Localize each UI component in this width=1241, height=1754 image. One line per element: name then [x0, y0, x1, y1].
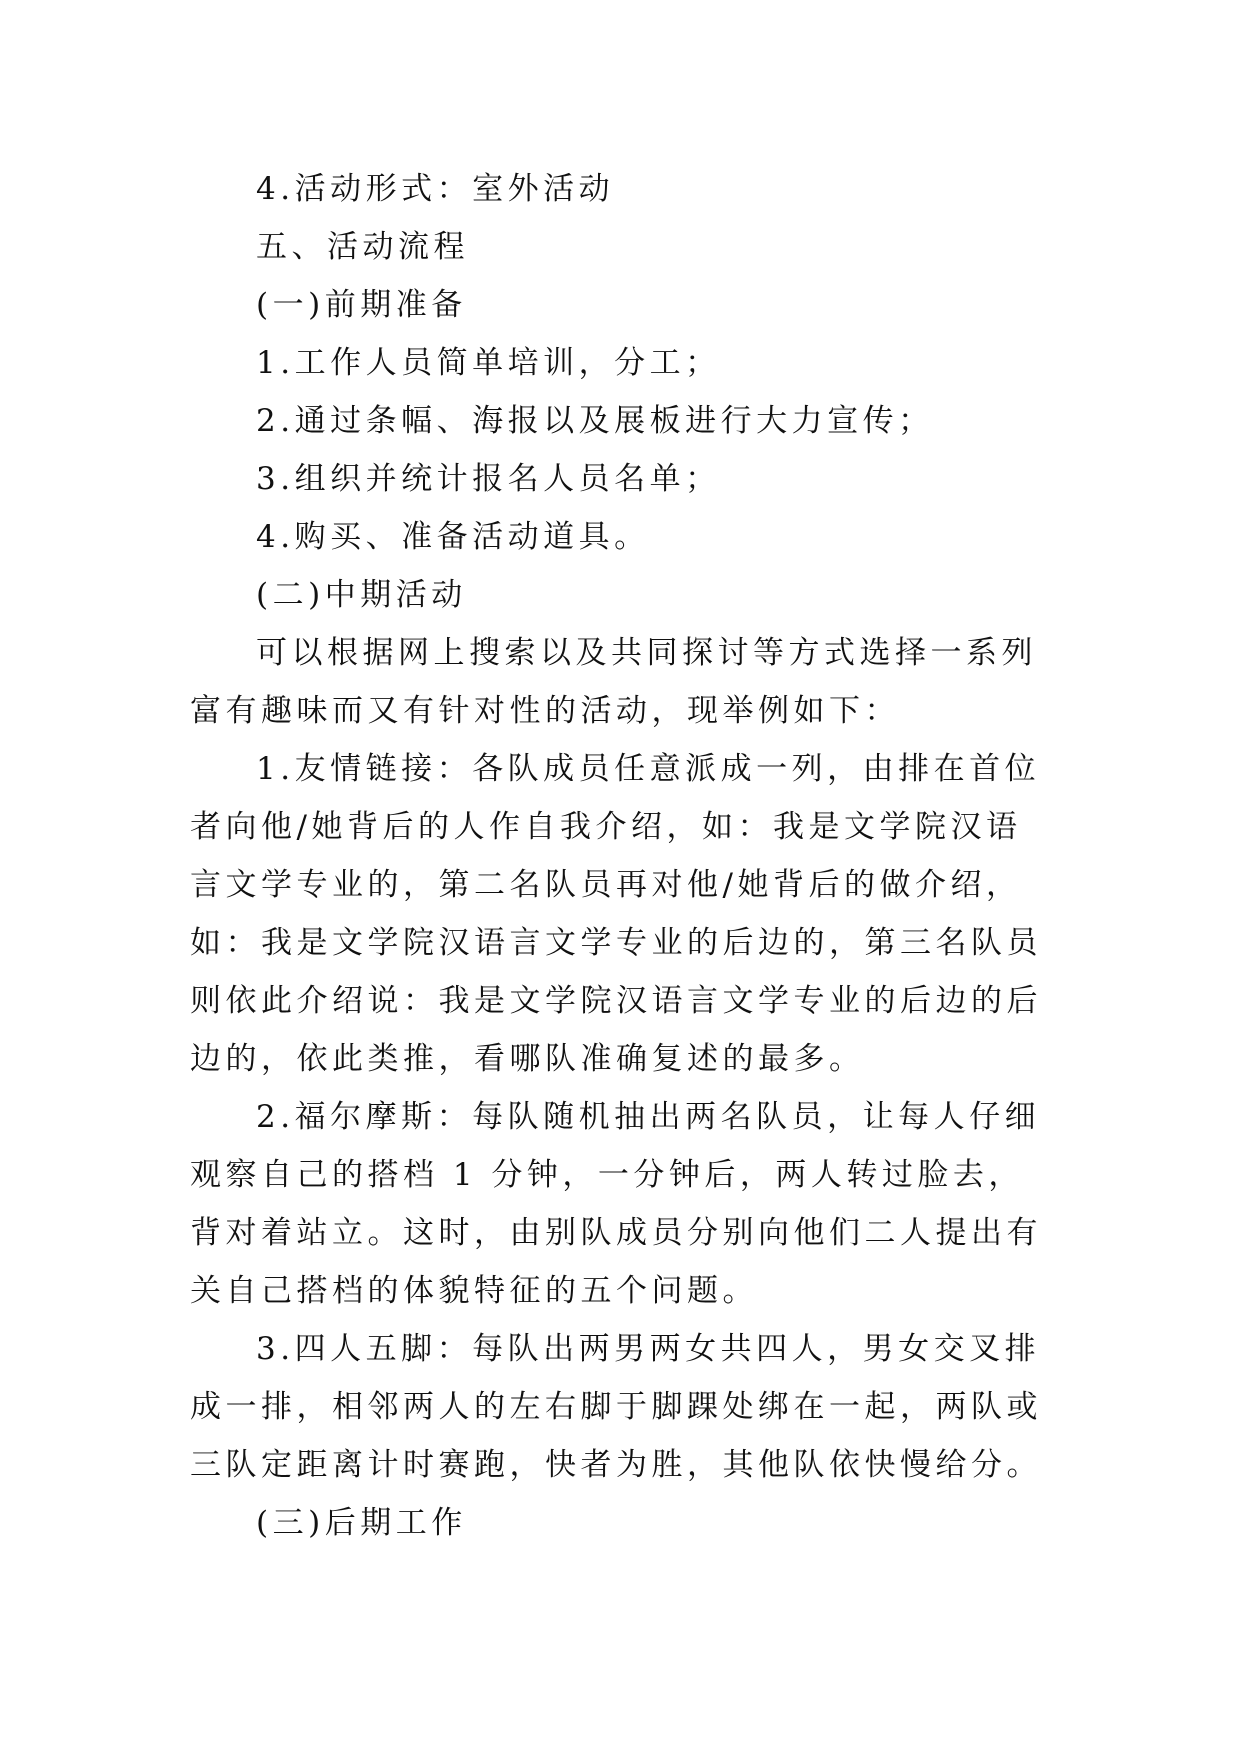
subheading-preparation: (一)前期准备 — [256, 287, 467, 323]
subheading-mid-activities: (二)中期活动 — [256, 577, 467, 613]
list-item-registration: 3.组织并统计报名人员名单； — [256, 461, 721, 497]
paragraph-activity-form: 4.活动形式：室外活动 — [256, 171, 615, 207]
list-item-training: 1.工作人员简单培训，分工； — [256, 345, 721, 381]
paragraph-four-person-race: 3.四人五脚：每队出两男两女共四人，男女交叉排成一排，相邻两人的左右脚于脚踝处绑在一起，两队或三队定距离计时赛跑，快者为胜，其他队依快慢给分。 — [190, 1331, 1042, 1483]
subheading-follow-up: (三)后期工作 — [256, 1505, 467, 1541]
paragraph-friendship-link: 1.友情链接：各队成员任意派成一列，由排在首位者向他/她背后的人作自我介绍，如：我是文学院汉语言文学专业的，第二名队员再对他/她背后的做介绍，如：我是文学院汉语言文学专业的后边的，第三名队员则依此介绍说：我是文学院汉语言文学专业的后边的后边的，依此类推，看哪队准确复述的最多。 — [190, 751, 1042, 1077]
section-heading-activity-process: 五、活动流程 — [256, 229, 469, 265]
paragraph-activity-selection: 可以根据网上搜索以及共同探讨等方式选择一系列富有趣味而又有针对性的活动，现举例如下： — [190, 635, 1037, 729]
list-item-props: 4.购买、准备活动道具。 — [256, 519, 650, 555]
document-body — [190, 160, 1050, 1552]
list-item-promotion: 2.通过条幅、海报以及展板进行大力宣传； — [256, 403, 934, 439]
paragraph-sherlock-game: 2.福尔摩斯：每队随机抽出两名队员，让每人仔细观察自己的搭档 1 分钟，一分钟后，两人转过脸去，背对着站立。这时，由别队成员分别向他们二人提出有关自己搭档的体貌特征的五个问题。 — [190, 1099, 1042, 1309]
